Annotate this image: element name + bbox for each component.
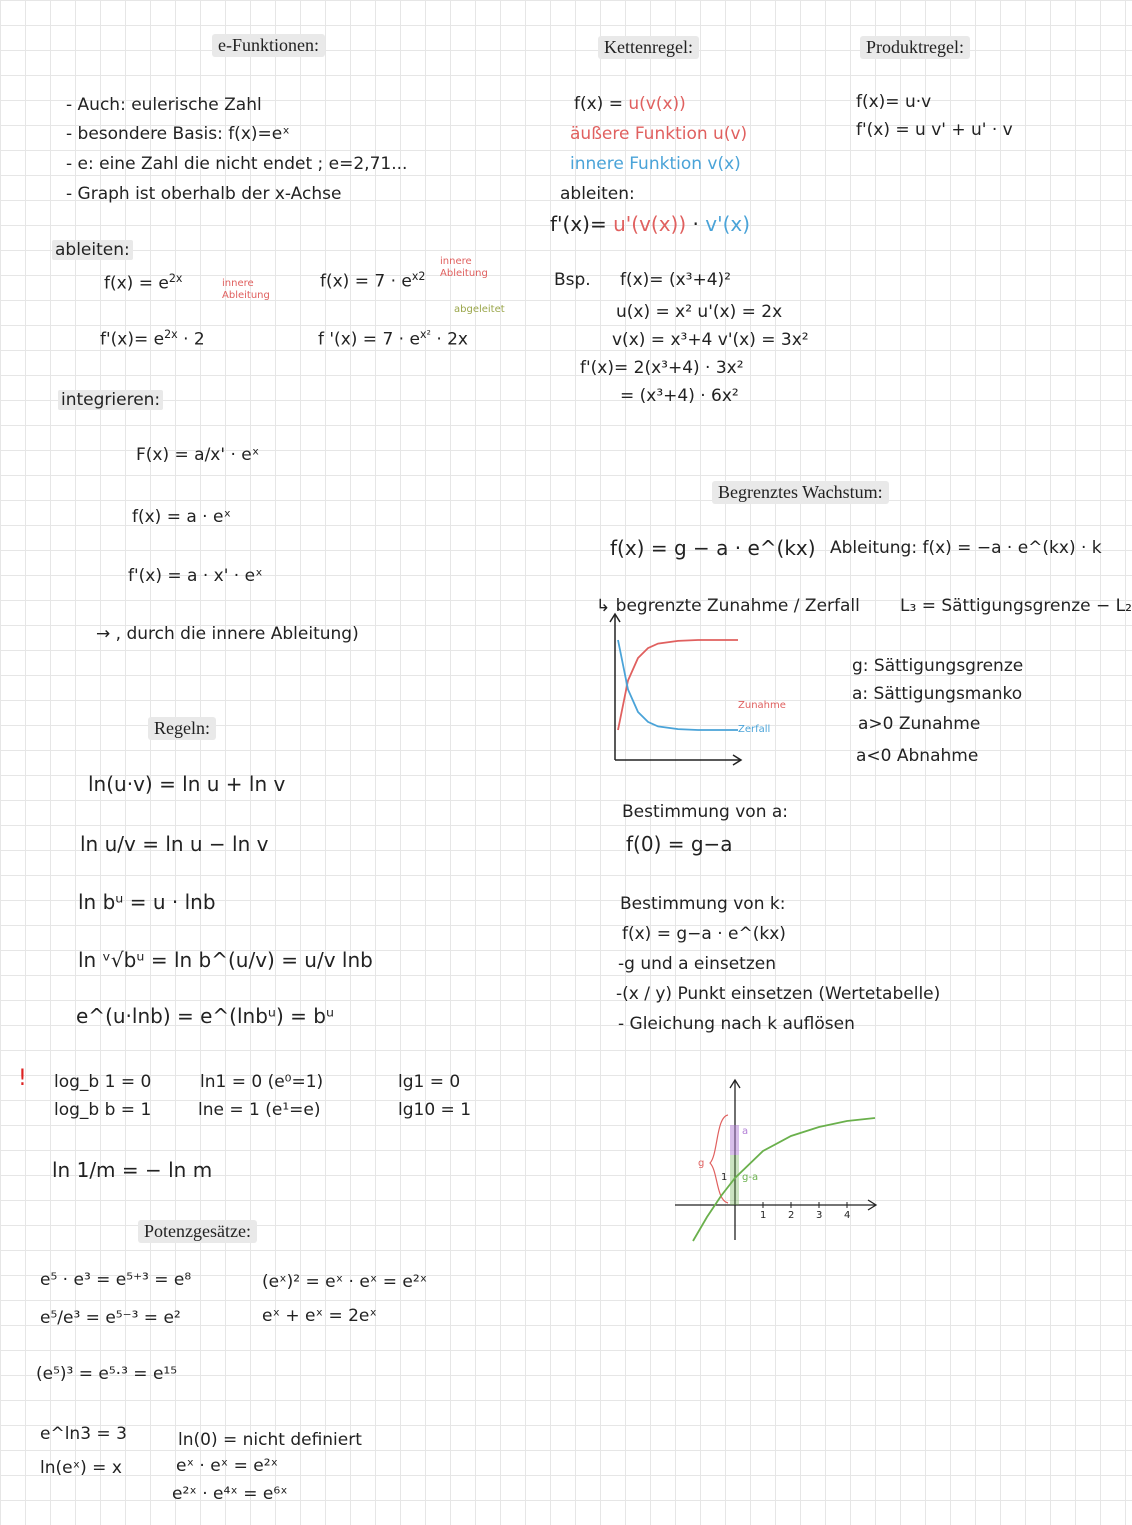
product-derivative: f'(x) = u v' + u' · v <box>856 120 1013 140</box>
chain-derivative: f'(x)= u'(v(x)) · v'(x) <box>550 212 751 236</box>
growth-formula: f(x) = g − a · e^(kx) <box>610 536 816 560</box>
legend-a-negative: a<0 Abnahme <box>856 746 979 766</box>
rule-ln-product: ln(u·v) = ln u + ln v <box>88 772 286 796</box>
rule-lg-10: lg10 = 1 <box>398 1100 472 1120</box>
chart1-label-zerfall: Zerfall <box>738 724 771 735</box>
product-definition: f(x)= u·v <box>856 92 932 112</box>
bullet-zahl-endet-nicht: - e: eine Zahl die nicht endet ; e=2,71... <box>66 154 408 174</box>
rule-ln-e: lne = 1 (e¹=e) <box>198 1100 321 1120</box>
bestimmung-k-title: Bestimmung von k: <box>620 894 786 914</box>
bullet-graph-oberhalb: - Graph ist oberhalb der x-Achse <box>66 184 342 204</box>
rule-ln-quotient: ln u/v = ln u − ln v <box>80 832 269 856</box>
integral-formula-3: f'(x) = a · x' · eˣ <box>128 566 263 586</box>
bestimmung-k-step-1: -g und a einsetzen <box>618 954 776 974</box>
derivative-example-1: $f(x) = e^{2x}$ <box>104 272 183 294</box>
chain-example-v: v(x) = x³+4 v'(x) = 3x² <box>612 330 809 350</box>
growth-saettigung-note: L₃ = Sättigungsgrenze − L₂ <box>900 596 1132 616</box>
chart2-label-g-a: g-a <box>742 1172 759 1183</box>
rule-ln-reciprocal: ln 1/m = − ln m <box>52 1158 213 1182</box>
chain-ableiten: ableiten: <box>560 184 635 204</box>
header-potenzgesaetze: Potenzgesätze: <box>138 1220 257 1243</box>
chart2-tick-label-2: 2 <box>788 1210 795 1221</box>
series-zunahme <box>618 640 738 730</box>
legend-a: a: Sättigungsmanko <box>852 684 1023 704</box>
exclamation-mark: ! <box>18 1066 27 1091</box>
potenz-sum: eˣ + eˣ = 2eˣ <box>262 1306 377 1326</box>
growth-decay-chart <box>600 610 750 770</box>
chart2-label-a: a <box>742 1126 749 1137</box>
rule-exp-ln: e^(u·lnb) = e^(lnbᵘ) = bᵘ <box>76 1004 335 1028</box>
exponent-2x: 2x <box>168 272 183 285</box>
chain-inner-function: innere Funktion v(x) <box>570 154 741 174</box>
chart1-label-zunahme: Zunahme <box>738 700 786 711</box>
rule-log-b-1: log_b 1 = 0 <box>54 1072 152 1092</box>
rule-log-b-b: log_b b = 1 <box>54 1100 152 1120</box>
rule-ln-root: ln ᵛ√bᵘ = ln b^(u/v) = u/v lnb <box>78 948 373 972</box>
bullet-eulerische-zahl: - Auch: eulerische Zahl <box>66 95 262 115</box>
chain-example-derivative: f'(x)= 2(x³+4) · 3x² <box>580 358 744 378</box>
rule-lg-1: lg1 = 0 <box>398 1072 461 1092</box>
rule-ln-1: ln1 = 0 (e⁰=1) <box>200 1072 324 1092</box>
bestimmung-k-step-2: -(x / y) Punkt einsetzen (Wertetabelle) <box>616 984 941 1004</box>
chart2-tick-label-3: 3 <box>816 1210 823 1221</box>
chain-outer-function: äußere Funktion u(v) <box>570 124 748 144</box>
label-ableiten: ableiten: <box>52 240 133 260</box>
header-kettenregel: Kettenregel: <box>598 36 699 59</box>
growth-arrow-note: ↳ begrenzte Zunahme / Zerfall <box>596 596 860 616</box>
note-innere-ableitung: innere Ableitung <box>222 278 270 301</box>
chart2-tick-label-4: 4 <box>844 1210 851 1221</box>
potenz-power: (e⁵)³ = e⁵·³ = e¹⁵ <box>36 1364 178 1384</box>
legend-a-positive: a>0 Zunahme <box>858 714 981 734</box>
chart2-label-1: 1 <box>721 1172 728 1183</box>
bestimmung-k-step-3: - Gleichung nach k auflösen <box>618 1014 855 1034</box>
chart2-label-g: g <box>698 1158 705 1169</box>
potenz-e2x-e4x: e²ˣ · e⁴ˣ = e⁶ˣ <box>172 1484 288 1504</box>
integral-note: → , durch die innere Ableitung) <box>96 624 359 644</box>
integral-formula-1: F(x) = a/x' · eˣ <box>136 445 260 465</box>
rule-ln-power: ln bᵘ = u · lnb <box>78 890 216 914</box>
legend-g: g: Sättigungsgrenze <box>852 656 1024 676</box>
chain-example-result: = (x³+4) · 6x² <box>620 386 739 406</box>
bestimmung-a-equation: f(0) = g−a <box>626 832 733 856</box>
series-zerfall <box>618 640 738 730</box>
growth-derivative: Ableitung: f(x) = −a · e^(kx) · k <box>830 538 1102 558</box>
header-regeln: Regeln: <box>148 717 216 740</box>
potenz-quotient: e⁵/e³ = e⁵⁻³ = e² <box>40 1308 181 1328</box>
chain-example-f: f(x)= (x³+4)² <box>620 270 731 290</box>
derivative-result-2: f '$(x) = 7 \cdot e^{x^2} \cdot 2x$ <box>318 328 468 350</box>
note-abgeleitet: abgeleitet <box>454 304 505 315</box>
chain-definition: f(x) = u(v(x)) <box>574 94 686 114</box>
potenz-square: (eˣ)² = eˣ · eˣ = e²ˣ <box>262 1272 428 1292</box>
potenz-ln-0: ln(0) = nicht definiert <box>178 1430 362 1450</box>
label-integrieren: integrieren: <box>58 390 163 410</box>
chain-example-u: u(x) = x² u'(x) = 2x <box>616 302 783 322</box>
potenz-ln-ex: ln(eˣ) = x <box>40 1458 122 1478</box>
note-innere-ableitung-2: innere Ableitung <box>440 256 488 279</box>
header-begrenztes-wachstum: Begrenztes Wachstum: <box>712 481 889 504</box>
derivative-result-1: $f'(x)= e^{2x} \cdot 2$ <box>100 328 205 350</box>
potenz-ex-ex: eˣ · eˣ = e²ˣ <box>176 1456 279 1476</box>
header-produktregel: Produktregel: <box>860 36 970 59</box>
bullet-besondere-basis: - besondere Basis: f(x)=eˣ <box>66 124 290 144</box>
chain-bsp-label: Bsp. <box>554 270 591 290</box>
chart2-manko-bar <box>730 1125 739 1155</box>
header-e-funktionen: e-Funktionen: <box>212 34 325 57</box>
bestimmung-a-title: Bestimmung von a: <box>622 802 789 822</box>
derivative-example-2: $f(x) = 7 \cdot e^{x2}$ <box>320 270 426 292</box>
chart2-tick-label-1: 1 <box>760 1210 767 1221</box>
integral-formula-2: f(x) = a · eˣ <box>132 507 231 527</box>
potenz-product: e⁵ · e³ = e⁵⁺³ = e⁸ <box>40 1270 192 1290</box>
potenz-e-ln3: e^ln3 = 3 <box>40 1424 127 1444</box>
bestimmung-k-equation: f(x) = g−a · e^(kx) <box>622 924 786 944</box>
